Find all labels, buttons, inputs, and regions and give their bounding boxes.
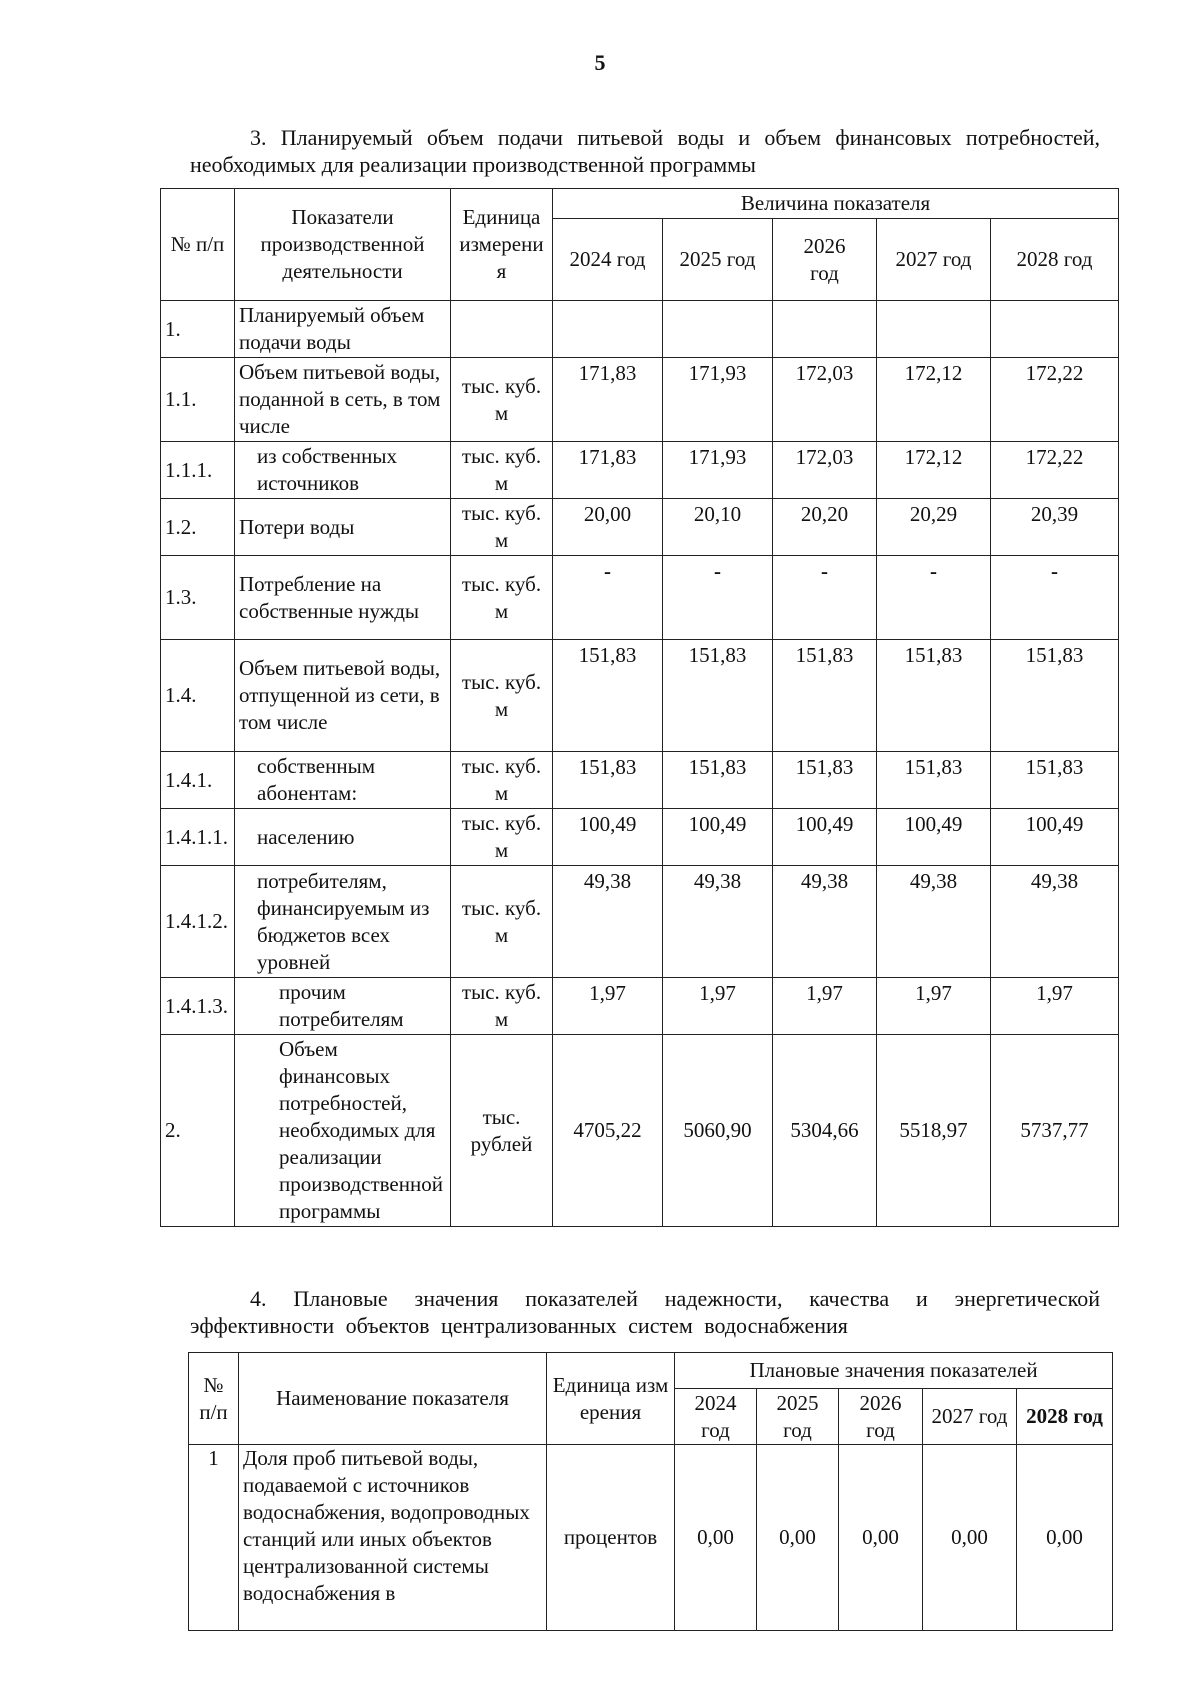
row-value — [663, 301, 773, 358]
row-value: 5518,97 — [877, 1035, 991, 1227]
row-value: 0,00 — [675, 1445, 757, 1631]
page-number: 5 — [594, 50, 606, 75]
table-row — [161, 752, 1119, 809]
row-name: прочим потребителям — [235, 978, 451, 1035]
row-value: 172,12 — [877, 358, 991, 442]
row-value: 100,49 — [877, 809, 991, 866]
row-value — [773, 301, 877, 358]
row-value: 151,83 — [773, 752, 877, 809]
row-name: из собственных источников — [235, 442, 451, 499]
table-row — [161, 1035, 1119, 1227]
header-name: Наименование показателя — [239, 1353, 547, 1445]
row-unit — [451, 301, 553, 358]
row-value: 151,83 — [991, 752, 1119, 809]
row-value: 100,49 — [553, 809, 663, 866]
row-unit: тыс. куб. м — [451, 640, 553, 752]
row-value: 172,22 — [991, 442, 1119, 499]
row-value: 171,83 — [553, 358, 663, 442]
row-value: 151,83 — [877, 752, 991, 809]
row-value: 1,97 — [877, 978, 991, 1035]
row-value: - — [991, 556, 1119, 640]
header-num: № п/п — [189, 1353, 239, 1445]
table-row — [161, 556, 1119, 640]
row-value: 0,00 — [923, 1445, 1017, 1631]
row-num: 1.4.1.2. — [161, 866, 235, 978]
row-value: 49,38 — [553, 866, 663, 978]
header-value: Плановые значения показателей — [675, 1353, 1113, 1389]
row-value: 20,00 — [553, 499, 663, 556]
row-value: 151,83 — [991, 640, 1119, 752]
header-year: 2025 год — [757, 1389, 839, 1445]
row-value: 49,38 — [663, 866, 773, 978]
row-unit: тыс. куб. м — [451, 442, 553, 499]
table-row — [161, 978, 1119, 1035]
row-value: - — [773, 556, 877, 640]
row-unit: тыс. куб. м — [451, 556, 553, 640]
row-value: 151,83 — [553, 752, 663, 809]
row-value: 20,39 — [991, 499, 1119, 556]
row-value: 49,38 — [877, 866, 991, 978]
row-unit: тыс. куб. м — [451, 978, 553, 1035]
header-value: Величина показателя — [553, 189, 1119, 219]
row-num: 1.1. — [161, 358, 235, 442]
row-name: Потребление на собственные нужды — [235, 556, 451, 640]
table-row — [161, 358, 1119, 442]
row-value: - — [663, 556, 773, 640]
header-year: 2026 год — [773, 219, 877, 301]
row-value: 49,38 — [991, 866, 1119, 978]
row-value: 49,38 — [773, 866, 877, 978]
row-name: Объем финансовых потребностей, необходимых для реализации производственной программы — [235, 1035, 451, 1227]
table-row — [161, 301, 1119, 358]
table-row — [161, 640, 1119, 752]
row-value: 172,22 — [991, 358, 1119, 442]
table-row — [161, 499, 1119, 556]
row-value: 1,97 — [553, 978, 663, 1035]
row-num: 1 — [189, 1445, 239, 1631]
header-year: 2025 год — [663, 219, 773, 301]
row-value: 151,83 — [773, 640, 877, 752]
row-unit: процентов — [547, 1445, 675, 1631]
row-value: 4705,22 — [553, 1035, 663, 1227]
row-unit: тыс. куб. м — [451, 809, 553, 866]
header-unit: Единица измерения — [547, 1353, 675, 1445]
row-value: 20,29 — [877, 499, 991, 556]
row-value: 172,12 — [877, 442, 991, 499]
row-value: 0,00 — [1017, 1445, 1113, 1631]
row-value: 171,83 — [553, 442, 663, 499]
row-unit: тыс. куб. м — [451, 866, 553, 978]
header-indicator: Показатели производственной деятельности — [235, 189, 451, 301]
row-value: 171,93 — [663, 442, 773, 499]
row-name: населению — [235, 809, 451, 866]
row-value — [553, 301, 663, 358]
row-name: Доля проб питьевой воды, подаваемой с источников водоснабжения, водопроводных станций или иных объектов централизованной системы водоснабжения в — [239, 1445, 547, 1631]
row-name: Объем питьевой воды, отпущенной из сети, в том числе — [235, 640, 451, 752]
row-unit: тыс. рублей — [451, 1035, 553, 1227]
row-unit: тыс. куб. м — [451, 358, 553, 442]
row-name: Планируемый объем подачи воды — [235, 301, 451, 358]
row-value: 1,97 — [663, 978, 773, 1035]
row-name: потребителям, финансируемым из бюджетов всех уровней — [235, 866, 451, 978]
row-value: 0,00 — [839, 1445, 923, 1631]
reliability-indicators-table — [188, 1352, 1113, 1631]
row-value: 151,83 — [663, 640, 773, 752]
table-row — [161, 809, 1119, 866]
row-num: 1.3. — [161, 556, 235, 640]
row-unit: тыс. куб. м — [451, 752, 553, 809]
row-num: 1.2. — [161, 499, 235, 556]
header-unit: Единица измерения — [451, 189, 553, 301]
header-year: 2027 год — [923, 1389, 1017, 1445]
table-row — [189, 1445, 1113, 1631]
row-value: 171,93 — [663, 358, 773, 442]
row-name: Объем питьевой воды, поданной в сеть, в том числе — [235, 358, 451, 442]
row-value: 172,03 — [773, 358, 877, 442]
row-num: 1.1.1. — [161, 442, 235, 499]
row-value: 172,03 — [773, 442, 877, 499]
header-year: 2024 год — [553, 219, 663, 301]
header-year: 2028 год — [1017, 1389, 1113, 1445]
table-row — [161, 442, 1119, 499]
row-num: 1.4.1.3. — [161, 978, 235, 1035]
row-value: 151,83 — [877, 640, 991, 752]
section-3-title: 3. Планируемый объем подачи питьевой воды и объем финансовых потребностей, необходимых для реализации производственной программы — [190, 125, 1100, 177]
header-year: 2028 год — [991, 219, 1119, 301]
row-num: 1. — [161, 301, 235, 358]
row-value: 151,83 — [553, 640, 663, 752]
row-num: 1.4.1.1. — [161, 809, 235, 866]
header-num: № п/п — [161, 189, 235, 301]
production-program-table — [160, 188, 1119, 1227]
row-num: 2. — [161, 1035, 235, 1227]
row-value: 5060,90 — [663, 1035, 773, 1227]
row-value: 20,20 — [773, 499, 877, 556]
row-num: 1.4.1. — [161, 752, 235, 809]
row-num: 1.4. — [161, 640, 235, 752]
row-value: - — [877, 556, 991, 640]
row-value: 20,10 — [663, 499, 773, 556]
row-value — [877, 301, 991, 358]
row-value: 1,97 — [773, 978, 877, 1035]
row-value: 5737,77 — [991, 1035, 1119, 1227]
header-year: 2027 год — [877, 219, 991, 301]
row-unit: тыс. куб. м — [451, 499, 553, 556]
row-value: 151,83 — [663, 752, 773, 809]
header-year: 2024 год — [675, 1389, 757, 1445]
header-year: 2026 год — [839, 1389, 923, 1445]
row-name: собственным абонентам: — [235, 752, 451, 809]
row-value: 100,49 — [773, 809, 877, 866]
row-value: 0,00 — [757, 1445, 839, 1631]
row-value: - — [553, 556, 663, 640]
row-value: 1,97 — [991, 978, 1119, 1035]
row-value: 5304,66 — [773, 1035, 877, 1227]
section-4-title: 4. Плановые значения показателей надежности, качества и энергетической эффективности объектов централизованных систем водоснабжения — [190, 1286, 1100, 1338]
row-value: 100,49 — [663, 809, 773, 866]
table-row — [161, 866, 1119, 978]
row-value — [991, 301, 1119, 358]
row-value: 100,49 — [991, 809, 1119, 866]
row-name: Потери воды — [235, 499, 451, 556]
